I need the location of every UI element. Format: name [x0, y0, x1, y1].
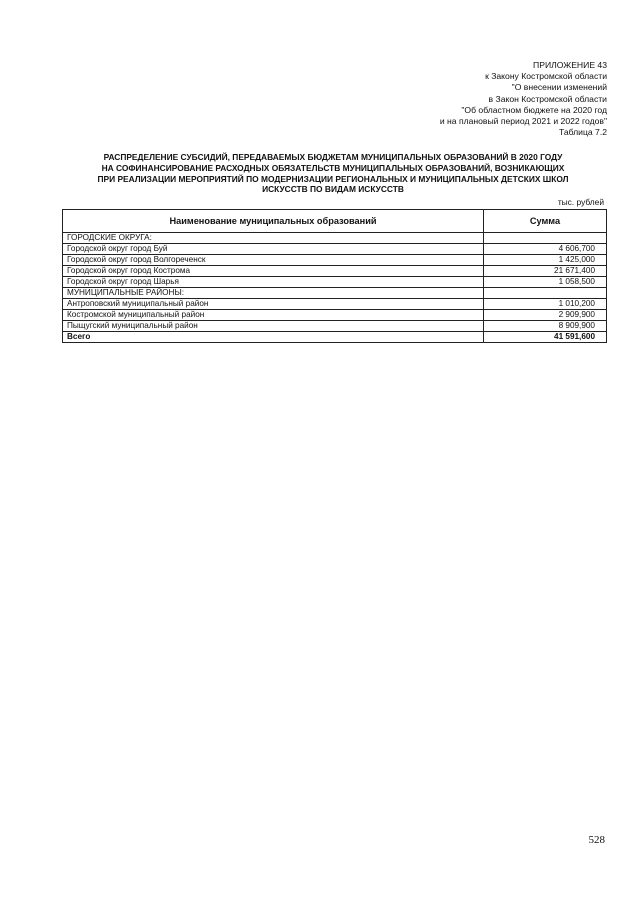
row-amount: 21 671,400: [484, 266, 607, 277]
appendix-header: [440, 60, 607, 138]
row-amount: 2 909,900: [484, 310, 607, 321]
row-name: Городской округ город Кострома: [63, 266, 484, 277]
title-line: НА СОФИНАНСИРОВАНИЕ РАСХОДНЫХ ОБЯЗАТЕЛЬСТВ МУНИЦИПАЛЬНЫХ ОБРАЗОВАНИЙ, ВОЗНИКАЮЩИХ: [101, 162, 565, 173]
document-title: [58, 152, 608, 195]
appendix-line: к Закону Костромской области: [485, 71, 607, 82]
table-row: [63, 310, 607, 321]
table-row: [63, 321, 607, 332]
table-number: Таблица 7.2: [558, 127, 607, 138]
table-row: [63, 266, 607, 277]
row-amount: 8 909,900: [484, 321, 607, 332]
title-line: РАСПРЕДЕЛЕНИЕ СУБСИДИЙ, ПЕРЕДАВАЕМЫХ БЮДЖЕТАМ МУНИЦИПАЛЬНЫХ ОБРАЗОВАНИЙ В 2020 ГОДУ: [103, 152, 563, 162]
column-header-name: Наименование муниципальных образований: [63, 210, 484, 233]
row-name: Городской округ город Шарья: [63, 277, 484, 288]
row-name: Городской округ город Буй: [63, 244, 484, 255]
row-name: Пыщугский муниципальный район: [63, 321, 484, 332]
table-header-row: [63, 210, 607, 233]
row-amount: 1 058,500: [484, 277, 607, 288]
row-name: Антроповский муниципальный район: [63, 299, 484, 310]
row-amount: 1 425,000: [484, 255, 607, 266]
column-header-amount: Сумма: [484, 210, 607, 233]
title-line: ПРИ РЕАЛИЗАЦИИ МЕРОПРИЯТИЙ ПО МОДЕРНИЗАЦИИ РЕГИОНАЛЬНЫХ И МУНИЦИПАЛЬНЫХ ДЕТСКИХ ШКОЛ: [97, 173, 569, 184]
total-row: [63, 332, 607, 343]
table-row: [63, 288, 607, 299]
row-name: Костромской муниципальный район: [63, 310, 484, 321]
page-number: 528: [588, 834, 605, 846]
units-label: тыс. рублей: [557, 197, 604, 207]
appendix-line: ПРИЛОЖЕНИЕ 43: [533, 60, 607, 70]
total-amount: 41 591,600: [484, 332, 607, 343]
appendix-line: "Об областном бюджете на 2020 год: [461, 104, 607, 115]
row-amount: [484, 233, 607, 244]
row-name: МУНИЦИПАЛЬНЫЕ РАЙОНЫ:: [63, 288, 484, 299]
total-label: Всего: [63, 332, 484, 343]
row-name: Городской округ город Волгореченск: [63, 255, 484, 266]
subsidy-table: [62, 209, 607, 343]
table-row: [63, 244, 607, 255]
appendix-line: в Закон Костромской области: [488, 93, 607, 104]
table-row: [63, 233, 607, 244]
title-line: ИСКУССТВ ПО ВИДАМ ИСКУССТВ: [262, 184, 404, 195]
appendix-line: и на плановый период 2021 и 2022 годов": [439, 116, 607, 127]
table-row: [63, 277, 607, 288]
row-amount: 1 010,200: [484, 299, 607, 310]
table-row: [63, 299, 607, 310]
row-name: ГОРОДСКИЕ ОКРУГА:: [63, 233, 484, 244]
row-amount: 4 606,700: [484, 244, 607, 255]
row-amount: [484, 288, 607, 299]
appendix-line: "О внесении изменений: [511, 82, 607, 93]
table-row: [63, 255, 607, 266]
